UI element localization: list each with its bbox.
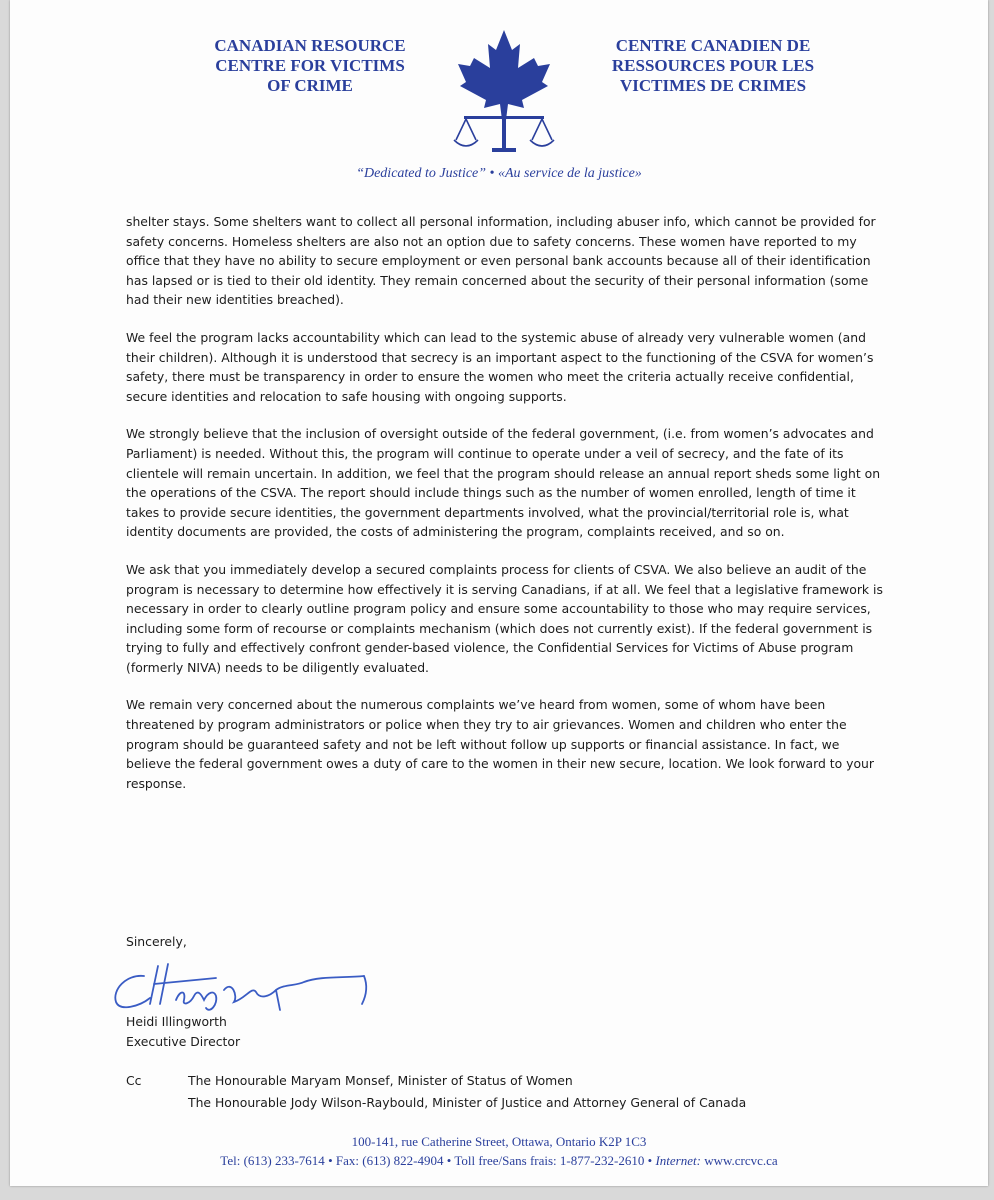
footer-internet-value: www.crcvc.ca (704, 1153, 778, 1168)
signer-title: Executive Director (126, 1034, 241, 1049)
org-name-english: CANADIAN RESOURCE CENTRE FOR VICTIMS OF CRIME (214, 36, 406, 95)
cc-recipient: The Honourable Jody Wilson-Raybould, Minister of Justice and Attorney General of Canada (188, 1095, 747, 1110)
paragraph: We remain very concerned about the numerous complaints we’ve heard from women, some of whom have been threatened by program administrators or police when they try to air grievances. Women and children who enter the program should be guaranteed safety and not be left without follow up supports or financial assistance. In fact, we believe the federal government owes a duty of care to the women in their new secure, location. We look forward to your response. (126, 697, 874, 791)
cc-label: Cc (126, 1073, 142, 1088)
signer-block (126, 1012, 240, 1052)
signer-name: Heidi Illingworth (126, 1014, 227, 1029)
footer-tollfree: Toll free/Sans frais: 1-877-232-2610 (454, 1153, 645, 1168)
motto: “Dedicated to Justice” • «Au service de la justice» (356, 166, 642, 181)
cc-recipients (188, 1070, 888, 1114)
paragraph: We strongly believe that the inclusion of oversight outside of the federal government, (i.e. from women’s advocates and Parliament) is needed. Without this, the program will continue to operate under a veil of secrecy, and the fate of its clientele will remain uncertain. In addition, we feel that the program should release an annual report sheds some light on the operations of the CSVA. The report should include things such as the number of women enrolled, length of time it takes to provide secure identities, the government departments involved, what the provincial/territorial role is, what identity documents are provided, the costs of administering the program, complaints received, and so on. (126, 426, 881, 540)
scale-pan-right (530, 140, 554, 146)
maple-leaf-scales-logo (450, 28, 558, 160)
footer-contacts: Tel: (613) 233-7614 • Fax: (613) 822-4904 • Toll free/Sans frais: 1-877-232-2610 • Internet: www.crcvc.ca (220, 1153, 778, 1168)
letterhead-footer (10, 1132, 988, 1170)
letter-body (126, 212, 886, 811)
org-name-french: CENTRE CANADIEN DE RESSOURCES POUR LES VICTIMES DE CRIMES (611, 36, 815, 95)
footer-tel: Tel: (613) 233-7614 (220, 1153, 325, 1168)
maple-leaf-icon (458, 30, 550, 120)
cc-recipient: The Honourable Maryam Monsef, Minister of Status of Women (188, 1073, 573, 1088)
paragraph: We ask that you immediately develop a secured complaints process for clients of CSVA. We also believe an audit of the program is necessary to determine how effectively it is serving Canadians, if at all. We feel that a legislative framework is necessary in order to clearly outline program policy and ensure some accountability to those who may require services, including some form of recourse or complaints mechanism (which does not currently exist). If the federal government is trying to fully and effectively confront gender-based violence, the Confidential Services for Victims of Abuse program (formerly NIVA) needs to be diligently evaluated. (126, 561, 883, 675)
footer-fax: Fax: (613) 822-4904 (335, 1153, 444, 1168)
letter-page (10, 0, 988, 1186)
handwritten-signature (106, 956, 396, 1018)
footer-internet-label: Internet: (655, 1153, 701, 1168)
closing: Sincerely, (126, 934, 187, 949)
footer-address: 100-141, rue Catherine Street, Ottawa, Ontario K2P 1C3 (351, 1134, 647, 1149)
scale-pan-left (454, 140, 478, 146)
paragraph: We feel the program lacks accountability which can lead to the systemic abuse of already very vulnerable women (and their children). Although it is understood that secrecy is an important aspect to the functioning of the CSVA for women’s safety, there must be transparency in order to ensure the women who meet the criteria actually receive confidential, secure identities and relocation to safe housing with ongoing supports. (126, 329, 874, 404)
paragraph: shelter stays. Some shelters want to collect all personal information, including abuser info, which cannot be provided for safety concerns. Homeless shelters are also not an option due to safety concerns. These women have reported to my office that they have no ability to secure employment or even personal bank accounts because all of their identification has lapsed or is tied to their old identity. They remain concerned about the security of their personal information (some had their new identities breached). (126, 214, 876, 308)
